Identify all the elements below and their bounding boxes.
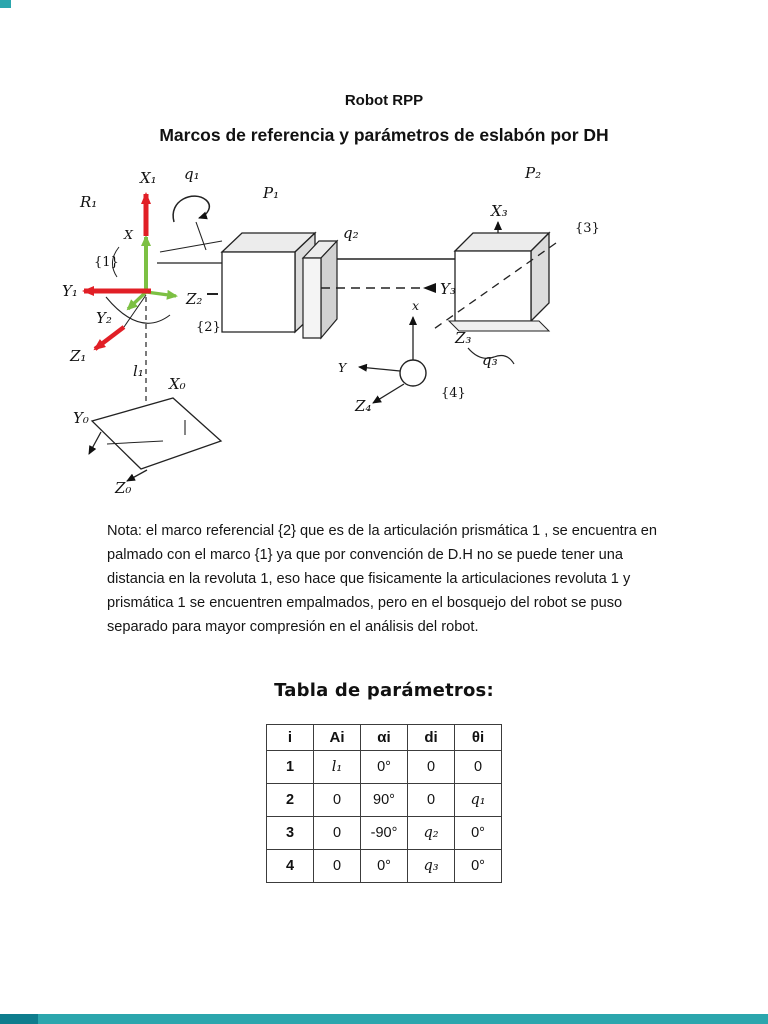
table-header-row: [267, 725, 502, 751]
label-y3: Y₃: [440, 280, 456, 298]
table-cell: 0: [314, 850, 361, 883]
table-cell: q₂: [408, 817, 455, 850]
table-cell: 0°: [455, 817, 502, 850]
label-x1: X₁: [140, 169, 157, 187]
y0-axis-arrow: [89, 432, 101, 454]
table-row: [267, 817, 502, 850]
table-cell: 0: [455, 751, 502, 784]
label-z3: Z₃: [455, 329, 472, 347]
label-frame4: {4}: [441, 386, 466, 401]
table-cell: 0: [314, 784, 361, 817]
table-heading: Tabla de parámetros:: [274, 680, 494, 701]
table-cell: 90°: [361, 784, 408, 817]
table-row: [267, 850, 502, 883]
table-cell: -90°: [361, 817, 408, 850]
dh-table-body: [267, 751, 502, 883]
table-row: [267, 751, 502, 784]
label-y1: Y₁: [62, 282, 78, 300]
table-cell: q₃: [408, 850, 455, 883]
label-y0: Y₀: [73, 409, 89, 427]
table-cell: 0: [408, 784, 455, 817]
label-p2: P₂: [525, 164, 542, 182]
table-cell: 0: [408, 751, 455, 784]
table-cell: 2: [267, 784, 314, 817]
table-cell: l₁: [314, 751, 361, 784]
frame4-joint: [359, 317, 426, 403]
base-plate: [92, 398, 221, 469]
table-cell: 0°: [455, 850, 502, 883]
dh-parameters-table: [266, 724, 502, 883]
col-header-i: i: [267, 725, 314, 751]
z4-axis-arrow: [373, 384, 404, 403]
table-cell: 0°: [361, 850, 408, 883]
y4-axis-arrow: [359, 367, 400, 371]
note-paragraph: Nota: el marco referencial {2} que es de la articulación prismática 1 , se encuentra en palmado con el marco {1} ya que por convención de D.H no se puede tener una distancia en la revoluta 1, eso hace que fisicamente la articulaciones revoluta 1 y prismática 1 se encuentren empalmados, pero en el bosquejo del robot se puso separado para mayor compresión en el análisis del robot.: [107, 523, 658, 635]
col-header-di: di: [408, 725, 455, 751]
table-cell: 3: [267, 817, 314, 850]
table-cell: 1: [267, 751, 314, 784]
label-q3: q₃: [482, 351, 498, 369]
y2-green-axis-arrow: [128, 292, 146, 309]
label-frame1: {1}: [94, 255, 119, 270]
label-z4: Z₄: [355, 397, 372, 415]
label-x2-green: X: [124, 227, 133, 242]
label-y2: Y₂: [96, 309, 112, 327]
table-row: [267, 784, 502, 817]
table-cell: 0°: [361, 751, 408, 784]
label-x0: X₀: [169, 375, 186, 393]
label-r1: R₁: [80, 193, 98, 211]
prism-p2: [449, 233, 549, 331]
viewer-bottom-bar: [0, 1014, 768, 1024]
page-subtitle: Marcos de referencia y parámetros de eslabón por DH: [159, 125, 609, 145]
viewer-bottom-bar-segment: [0, 1014, 38, 1024]
label-frame2: {2}: [196, 320, 221, 335]
label-l1: l₁: [133, 362, 144, 380]
table-cell: 0: [314, 817, 361, 850]
joint4-circle: [400, 360, 426, 386]
label-x4: x: [412, 298, 420, 313]
label-z1: Z₁: [70, 347, 87, 365]
label-y4: Y: [338, 360, 347, 375]
prism-p1: [222, 233, 315, 332]
table-cell: 4: [267, 850, 314, 883]
z1-axis-arrow: [95, 327, 124, 349]
page-title: Robot RPP: [344, 92, 424, 109]
prism-p1-slider: [303, 241, 337, 338]
label-z0: Z₀: [115, 479, 132, 497]
label-frame3: {3}: [575, 221, 600, 236]
y3-arrowhead: [423, 283, 436, 293]
label-q2: q₂: [343, 224, 359, 242]
col-header-alphai: αi: [361, 725, 408, 751]
col-header-thetai: θi: [455, 725, 502, 751]
label-q1: q₁: [184, 165, 200, 183]
table-cell: q₁: [455, 784, 502, 817]
col-header-ai: Ai: [314, 725, 361, 751]
q1-rotation-arrow: [173, 196, 209, 222]
label-z2: Z₂: [186, 290, 203, 308]
label-x3: X₃: [491, 202, 508, 220]
label-p1: P₁: [263, 184, 280, 202]
